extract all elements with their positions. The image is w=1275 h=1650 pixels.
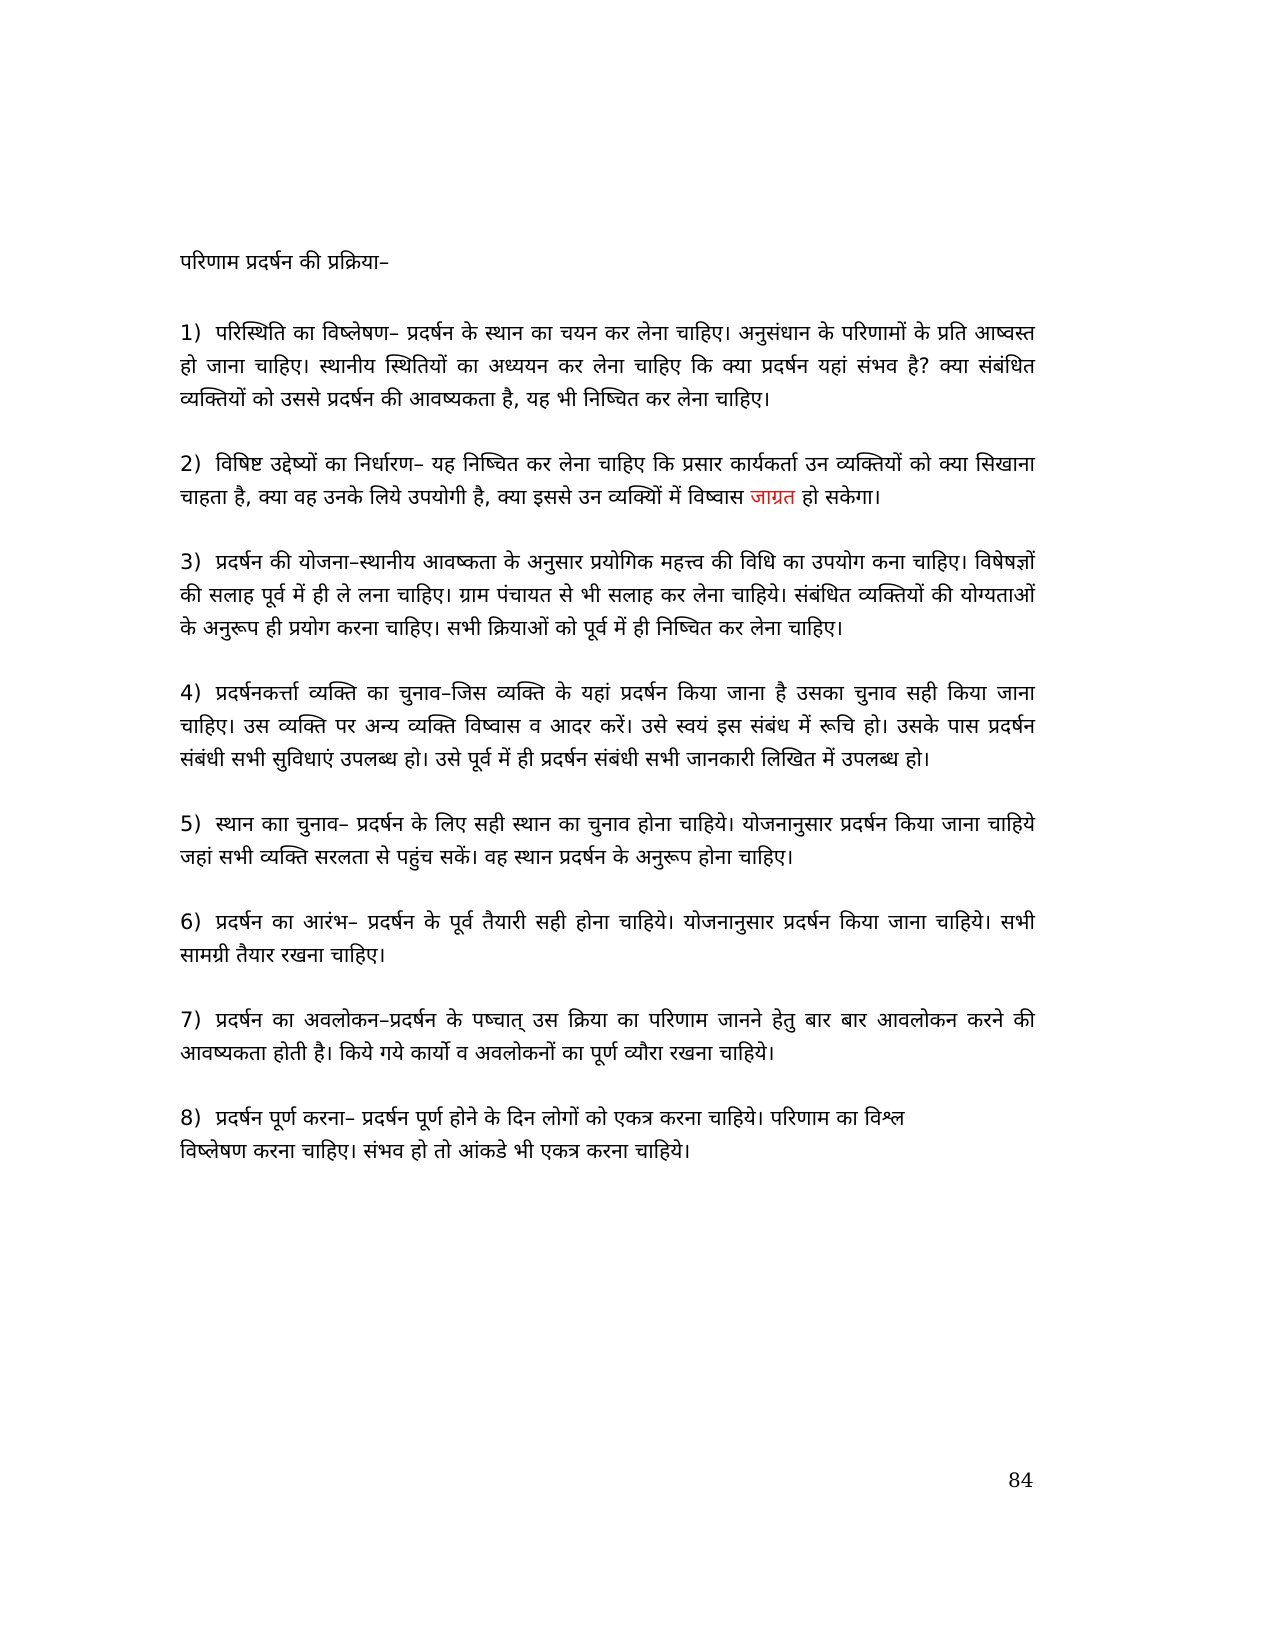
list-item-7 <box>180 1004 1035 1070</box>
item-number: 8) <box>180 1106 202 1130</box>
list-item-2 <box>180 448 1035 514</box>
item-text-continuation: विष्लेषण करना चाहिए। संभव हो तो आंकडे भी एकत्र करना चाहिये। <box>180 1139 691 1163</box>
list-item-3 <box>180 546 1035 645</box>
item-text: प्रदर्षन की योजना–स्थानीय आवष्कता के अनुसार प्रयोगिक महत्त्व की विधि का उपयोग कना चाहिए। विषेषज्ञों की सलाह पूर्व में ही ले लना चाहिए। ग्राम पंचायत से भी सलाह कर लेना चाहिये। संबंधित व्यक्तियों की योग्यताओं के अनुरूप ही प्रयोग करना चाहिए। सभी क्रियाओं को पूर्व में ही निष्चित कर लेना चाहिए। <box>180 550 1035 640</box>
item-text: विषिष्ट उद्देष्यों का निर्धारण– यह निष्चित कर लेना चाहिए कि प्रसार कार्यकर्ता उन व्यक्तियों को क्या सिखाना चाहता है, क्या वह उनके लिये उपयोगी है, क्या इससे उन व्यक्यिों में विष्वास <box>180 452 1035 509</box>
item-number: 1) <box>180 321 202 345</box>
section-heading: परिणाम प्रदर्षन की प्रक्रिया– <box>180 250 390 274</box>
item-text: प्रदर्षन का आरंभ– प्रदर्षन के पूर्व तैयारी सही होना चाहिये। योजनानुसार प्रदर्षन किया जाना चाहिये। सभी सामग्री तैयार रखना चाहिए। <box>180 910 1035 967</box>
item-text: प्रदर्षन का अवलोकन–प्रदर्षन के पष्चात् उस क्रिया का परिणाम जानने हेतु बार बार आवलोकन करने की आवष्यकता होती है। किये गये कार्यो व अवलोकनों का पूर्ण व्यौरा रखना चाहिये। <box>180 1008 1035 1065</box>
item-number: 2) <box>180 452 202 476</box>
item-number: 3) <box>180 550 202 574</box>
page-number: 84 <box>1008 1468 1034 1492</box>
item-number: 7) <box>180 1008 202 1032</box>
item-number: 6) <box>180 910 202 934</box>
highlighted-word: जाग्रत <box>750 485 796 509</box>
list-item-5 <box>180 808 1035 874</box>
list-item-6 <box>180 906 1035 972</box>
item-number: 4) <box>180 681 202 705</box>
list-item-8 <box>180 1102 1035 1168</box>
list-item-4 <box>180 677 1035 776</box>
item-text: स्थान काा चुनाव– प्रदर्षन के लिए सही स्थान का चुनाव होना चाहिये। योजनानुसार प्रदर्षन किया जाना चाहिये जहां सभी व्यक्ति सरलता से पहुंच सकें। वह स्थान प्रदर्षन के अनुरूप होना चाहिए। <box>180 812 1035 869</box>
list-item-1 <box>180 317 1035 416</box>
item-text: प्रदर्षन पूर्ण करना– प्रदर्षन पूर्ण होने के दिन लोगों को एकत्र करना चाहिये। परिणाम का विश्ल <box>215 1106 905 1130</box>
item-text: प्रदर्षनकर्त्ता व्यक्ति का चुनाव–जिस व्यक्ति के यहां प्रदर्षन किया जाना है उसका चुनाव सही किया जाना चाहिए। उस व्यक्ति पर अन्य व्यक्ति विष्वास व आदर करें। उसे स्वयं इस संबंध में रूचि हो। उसके पास प्रदर्षन संबंधी सभी सुविधाएं उपलब्ध हो। उसे पूर्व में ही प्रदर्षन संबंधी सभी जानकारी लिखित में उपलब्ध हो। <box>180 681 1035 771</box>
item-number: 5) <box>180 812 202 836</box>
item-text: परिस्थिति का विष्लेषण– प्रदर्षन के स्थान का चयन कर लेना चाहिए। अनुसंधान के परिणामों के प्रति आष्वस्त हो जाना चाहिए। स्थानीय स्थितियों का अध्ययन कर लेना चाहिए कि क्या प्रदर्षन यहां संभव है? क्या संबंधित व्यक्तियों को उससे प्रदर्षन की आवष्यकता है, यह भी निष्चित कर लेना चाहिए। <box>180 321 1035 411</box>
document-body <box>180 246 1035 1200</box>
item-text-end: हो सकेगा। <box>801 485 881 509</box>
